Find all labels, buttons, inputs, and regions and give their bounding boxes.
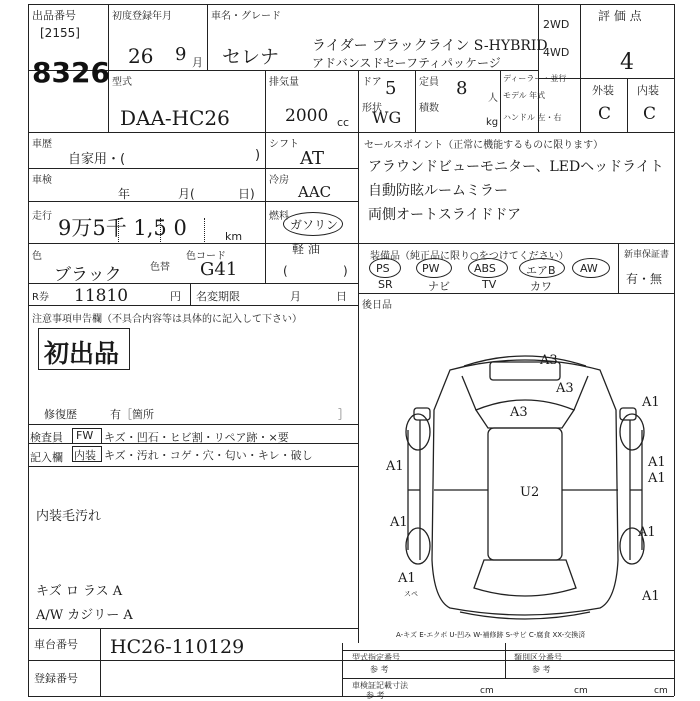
month-unit: 月 [192,56,203,69]
color-label: 色 [32,251,42,262]
damage-mark-a3: A3 [556,381,574,396]
interior: 内装 [74,449,96,462]
rule [627,78,628,132]
damage-mark-a1: A1 [390,515,408,530]
kg-unit: kg [486,117,499,128]
rule [28,4,674,5]
shift-label: シフト [269,139,299,150]
inspector-label: 検査員 [30,431,63,444]
history-close: ) [255,148,261,163]
chassis-number: HC26-110129 [110,636,245,658]
drive-2wd: 2WD [543,18,570,31]
damage-mark-a1: A1 [648,455,666,470]
color-code-label: 色コード [186,251,226,262]
capacity-label: 定員 [419,77,439,88]
rule [618,243,619,293]
damage-mark-a1: A1 [642,395,660,410]
lot-bracket: [2155] [40,26,80,40]
equipment-label: 装備品（純正品に限り○をつけてください） [370,251,569,262]
int-label: 内装 [637,84,659,97]
score-label: 評 価 点 [598,9,642,23]
rule [342,678,674,679]
mileage-divider [204,218,205,242]
color-bracket: ) [343,264,348,278]
handle-label: ハンドル 左・右 [503,113,562,122]
equip-circle [572,258,610,278]
damage-mark-a1: A1 [398,571,416,586]
equip-aw: AW [580,262,598,275]
equip-navi: ナビ [428,280,450,293]
damage-mark-a1: A1 [642,589,660,604]
repair-label: 修復歴 [44,408,77,421]
damage-mark-u2: U2 [520,485,540,500]
repair-close: ］ [338,408,349,421]
fuel-label: 燃料 [269,211,289,222]
persons-unit: 人 [488,93,498,104]
rule [415,70,416,132]
rule [207,4,208,70]
reg-month: 9 [175,44,187,65]
chassis-label: 車台番号 [34,638,78,651]
load-label: 積数 [419,103,439,114]
size-cm-1: cm [480,686,494,696]
car-damage-diagram [380,350,670,622]
model-label: 型式 [112,77,132,88]
note-glass-scratch: キズ ロ ラス A [36,584,123,599]
fuel-light: 軽 油 [292,242,320,256]
fw-items: キズ・凹石・ヒビ割・リペア跡・×要 [104,431,289,444]
ext-label: 外装 [592,84,614,97]
first-listing-stamp: 初出品 [44,339,120,368]
car-name: セレナ [222,46,280,68]
color-code: G41 [200,259,238,280]
sales-line-1: アラウンドビューモニター、LEDヘッドライト [368,159,664,175]
ac-label: 冷房 [269,175,289,186]
notes-label: 注意事項申告欄（不具合内容等は具体的に記入して下さい） [32,314,302,325]
warranty-value: 有・無 [626,272,663,286]
yen-unit: 円 [170,290,181,303]
meigi-day: 日 [336,290,347,303]
equip-circle [468,258,508,278]
shift: AT [300,148,325,169]
rule [265,70,266,132]
sales-line-3: 両側オートスライドドア [368,207,522,223]
record-label: 記入欄 [30,451,63,464]
note-wheel-scrape: A/W カジリー A [36,608,133,623]
int-score: C [643,104,657,124]
size-cm-3: cm [654,686,668,696]
meigi-month: 月 [290,290,301,303]
rule [500,70,501,132]
rule [190,283,191,305]
equip-circle [369,258,401,278]
rule [28,466,358,467]
shaken-month: 月( [178,187,195,201]
rule [28,132,674,133]
rule [28,628,358,629]
mileage-label: 走行 [32,211,52,222]
shaken-label: 車検 [32,175,52,186]
note-interior-dirt: 内装毛汚れ [36,509,102,524]
diagram-front-label: スペ [404,590,418,598]
shape: WG [372,108,402,127]
dealer-label: ディーラー・並行 [503,74,567,83]
lot-label: 出品番号 [32,9,76,22]
size-label: 車検証記載寸法 [352,681,408,690]
meigi-label: 名変期限 [196,290,240,303]
size-ref: 参 考 [366,691,385,700]
damage-mark-a1: A1 [638,525,656,540]
rule [674,4,675,696]
class-label: 類別区分番号 [514,653,562,662]
history-value: 自家用・( [68,152,126,167]
color-change-label: 色替 [150,262,170,273]
recycle-label: R券 [32,292,49,303]
rule [100,628,101,696]
ext-score: C [598,104,612,124]
shape-label: 形状 [362,103,382,114]
doors: 5 [385,78,397,99]
reg-year-label: 初度登録年月 [112,11,172,22]
rule [265,132,266,283]
legend: A-キズ E-エクボ U-凹み W-補修跡 S-サビ C-腐食 XX-交換済 [396,631,586,639]
equip-abs: ABS [474,262,496,275]
shaken-day: 日) [238,187,255,201]
sales-line-2: 自動防眩ルームミラー [368,183,508,199]
damage-mark-a1: A1 [648,471,666,486]
sales-label: セールスポイント（正常に機能するものに限ります） [364,140,604,151]
equip-airbag: エアB [526,264,556,277]
equip-ps: PS [376,262,390,275]
color-bracket: ( [283,264,288,278]
damage-mark-a1: A1 [386,459,404,474]
grade-line2: アドバンスドセーフティパッケージ [312,56,501,70]
warranty-label: 新車保証書 [624,250,670,260]
mileage: 9万5千 1,5 0 [58,216,187,240]
capacity: 8 [456,78,468,99]
class-ref: 参 考 [532,665,551,674]
equip-circle [519,258,565,278]
score: 4 [620,50,634,75]
damage-mark-a3: A3 [510,405,528,420]
equip-tv: TV [482,278,497,291]
color: ブラック [54,265,122,285]
later-label: 後日品 [362,300,392,311]
name-label: 車名・グレード [211,11,281,22]
drive-4wd: 4WD [543,46,570,59]
displacement-label: 排気量 [269,77,299,88]
interior-items: キズ・汚れ・コゲ・穴・匂い・キレ・破し [104,449,313,462]
mileage-divider [118,218,119,242]
recycle-amount: 11810 [74,286,129,306]
rule [342,643,343,696]
rule [28,424,358,425]
cc-unit: cc [337,116,350,129]
doors-label: ドア [362,77,382,88]
rule [28,660,674,661]
rule [28,4,29,696]
regno-label: 登録番号 [34,672,78,685]
equip-circle [416,258,452,278]
lot-number: 8326 [32,56,110,89]
rule [342,650,674,651]
rule [505,643,506,678]
model: DAA-HC26 [120,106,230,130]
history-label: 車歴 [32,139,52,150]
mileage-divider [160,218,161,242]
fuel-gasoline: ガソリン [290,218,339,232]
rule [28,696,674,697]
equip-pw: PW [422,262,440,275]
type-cert-label: 型式指定番号 [352,653,400,662]
displacement: 2000 [285,106,329,126]
rule [358,293,674,294]
rule [28,243,674,244]
fw: FW [76,429,94,442]
model-year-label: モデル 年式 [503,91,546,100]
repair-value: 有［箇所 [110,408,154,421]
rule [358,70,359,643]
damage-mark-a3: A3 [540,353,558,368]
equip-sr: SR [378,278,393,291]
equip-leather: カワ [530,280,552,293]
grade-line1: ライダー ブラックライン S-HYBRID [312,38,548,54]
shaken-year: 年 [118,187,131,201]
km-unit: km [225,230,243,243]
size-cm-2: cm [574,686,588,696]
rule [580,4,581,132]
ac: AAC [298,183,332,201]
reg-year: 26 [128,44,154,68]
type-cert-ref: 参 考 [370,665,389,674]
